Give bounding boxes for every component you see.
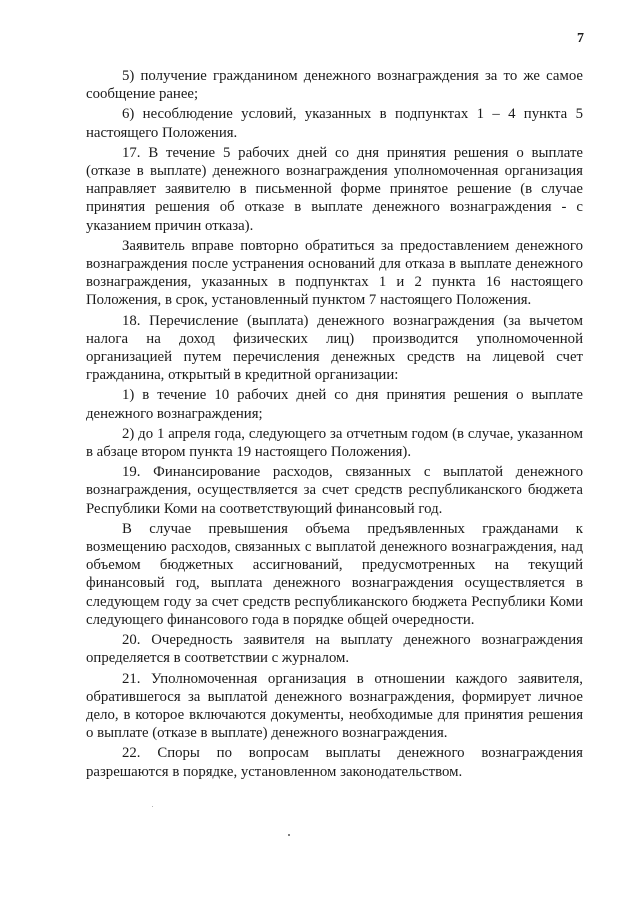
paragraph-excess: В случае превышения объема предъявленных гражданами к возмещению расходов, связанных с выплатой денежного вознаграждения, над объемом бюджетных ассигнований, предусмотренных на текущий финансовый год, выплата денежного вознаграждения осуществляется в следующем году за счет средств республиканского бюджета Республики Коми следующего финансового года в порядке общей очередности.: [86, 520, 583, 628]
paragraph-item-5: 5) получение гражданином денежного вознаграждения за то же самое сообщение ранее;: [86, 68, 583, 103]
paragraph-clause-17: 17. В течение 5 рабочих дней со дня принятия решения о выплате (отказе в выплате) денежного вознаграждения уполномоченная организация направляет заявителю в письменной форме принятое решение (в случае принятия решения об отказе в выплате денежного вознаграждения - с указанием причин отказа).: [86, 144, 583, 234]
paragraph-clause-22: 22. Споры по вопросам выплаты денежного вознаграждения разрешаются в порядке, установленном законодательством.: [86, 745, 583, 780]
paragraph-reapply: Заявитель вправе повторно обратиться за предоставлением денежного вознаграждения после устранения оснований для отказа в выплате денежного вознаграждения, указанных в подпунктах 1 и 2 пункта 16 настоящего Положения, в срок, установленный пунктом 7 настоящего Положения.: [86, 237, 583, 309]
paragraph-clause-21: 21. Уполномоченная организация в отношении каждого заявителя, обратившегося за выплатой денежного вознаграждения, формирует личное дело, в которое включаются документы, необходимые для принятия решения о выплате (отказе в выплате) денежного вознаграждения.: [86, 670, 583, 742]
document-body: [86, 67, 583, 783]
paragraph-18-item-1: 1) в течение 10 рабочих дней со дня принятия решения о выплате денежного вознаграждения;: [86, 387, 583, 422]
paragraph-clause-19: 19. Финансирование расходов, связанных с выплатой денежного вознаграждения, осуществляется за счет средств республиканского бюджета Республики Коми на соответствующий финансовый год.: [86, 464, 583, 517]
scan-speck: [288, 834, 290, 836]
paragraph-clause-20: 20. Очередность заявителя на выплату денежного вознаграждения определяется в соответствии с журналом.: [86, 632, 583, 667]
paragraph-18-item-2: 2) до 1 апреля года, следующего за отчетным годом (в случае, указанном в абзаце втором пункта 19 настоящего Положения).: [86, 425, 583, 461]
paragraph-item-6: 6) несоблюдение условий, указанных в подпунктах 1 – 4 пункта 5 настоящего Положения.: [86, 106, 583, 141]
scan-speck: [152, 806, 153, 807]
page-number: 7: [577, 31, 584, 46]
paragraph-clause-18: 18. Перечисление (выплата) денежного вознаграждения (за вычетом налога на доход физических лиц) производится уполномоченной организацией путем перечисления денежных средств на лицевой счет гражданина, открытый в кредитной организации:: [86, 312, 583, 384]
